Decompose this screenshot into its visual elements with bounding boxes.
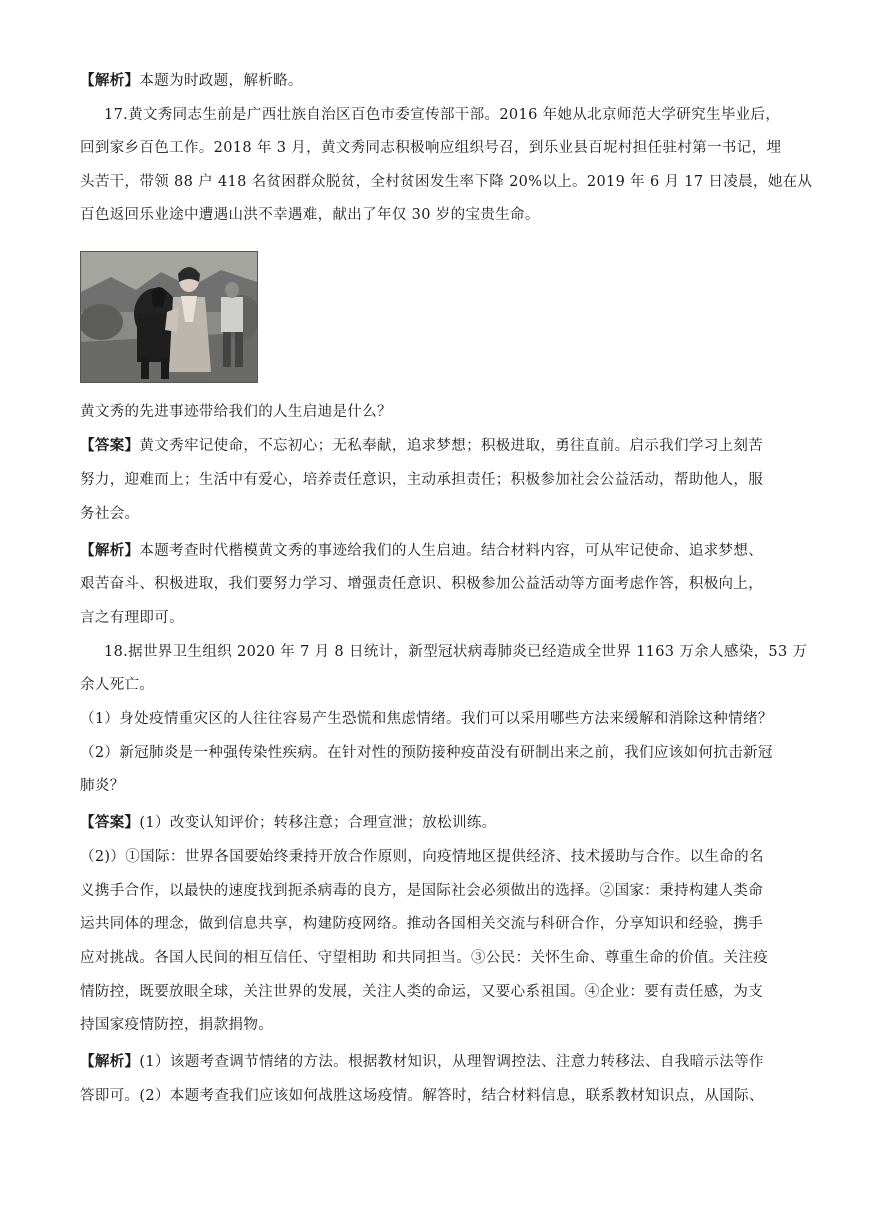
analysis-tag: 【解析】 — [80, 72, 140, 89]
line-text: 本题考查时代楷模黄文秀的事迹给我们的人生启迪。结合材料内容，可从牢记使命、追求梦想、 — [139, 543, 764, 559]
question-17-line: 百色返回乐业途中遭遇山洪不幸遇难，献出了年仅 30 岁的宝贵生命。 — [80, 207, 540, 223]
analysis-line — [80, 1052, 800, 1072]
analysis-line: 答即可。(2）本题考查我们应该如何战胜这场疫情。解答时，结合材料信息，联系教材知识点，从国际、 — [80, 1088, 764, 1104]
question-17-line: 回到家乡百色工作。2018 年 3 月，黄文秀同志积极响应组织号召，到乐业县百坭村担任驻村第一书记，埋 — [80, 140, 782, 156]
line-text: 黄文秀牢记使命，不忘初心；无私奉献，追求梦想；积极进取，勇往直前。启示我们学习上刻苦 — [139, 438, 764, 454]
question-18-line: 18.据世界卫生组织 2020 年 7 月 8 日统计，新型冠状病毒肺炎已经造成全世界 1163 万余人感染，53 万 — [104, 644, 808, 660]
answer-tag: 【答案】 — [80, 437, 140, 454]
analysis-line — [80, 541, 800, 561]
answer-line: 努力，迎难而上；生活中有爱心，培养责任意识，主动承担责任；积极参加社会公益活动，帮助他人，服 — [80, 472, 764, 488]
question-18-subquestion: （2）新冠肺炎是一种强传染性疾病。在针对性的预防接种疫苗没有研制出来之前，我们应该如何抗击新冠 — [80, 745, 773, 761]
line-text: (1）改变认知评价；转移注意；合理宣泄；放松训练。 — [139, 815, 497, 831]
question-18-subquestion: 肺炎？ — [80, 778, 125, 794]
analysis-line: 艰苦奋斗、积极进取，我们要努力学习、增强责任意识、积极参加公益活动等方面考虑作答，积极向上， — [80, 576, 764, 592]
question-prompt: 黄文秀的先进事迹带给我们的人生启迪是什么？ — [80, 404, 392, 420]
question-17-line: 头苦干，带领 88 户 418 名贫困群众脱贫，全村贫困发生率下降 20%以上。2019 年 6 月 17 日凌晨，她在从 — [80, 174, 813, 190]
answer-line — [80, 813, 800, 833]
analysis-line: 言之有理即可。 — [80, 610, 184, 626]
line-text: 本题为时政题，解析略。 — [139, 73, 303, 89]
question-18-line: 余人死亡。 — [80, 677, 155, 693]
answer-line: 情防控，既要放眼全球，关注世界的发展，关注人类的命运，又要心系祖国。④企业：要有责任感，为支 — [80, 984, 764, 1000]
answer-line: 务社会。 — [80, 506, 140, 522]
portrait-photo — [80, 251, 258, 383]
answer-line: 持国家疫情防控，捐款捐物。 — [80, 1017, 274, 1033]
answer-line: 应对挑战。各国人民间的相互信任、守望相助 和共同担当。③公民：关怀生命、尊重生命的价值。关注疫 — [80, 950, 769, 966]
analysis-line — [80, 71, 800, 91]
line-text: (1）该题考查调节情绪的方法。根据教材知识，从理智调控法、注意力转移法、自我暗示法等作 — [139, 1054, 764, 1070]
analysis-tag: 【解析】 — [80, 1053, 140, 1070]
answer-tag: 【答案】 — [80, 814, 140, 831]
answer-line: 运共同体的理念，做到信息共享，构建防疫网络。推动各国相关交流与科研合作，分享知识和经验，携手 — [80, 916, 764, 932]
answer-line: （2)）①国际：世界各国要始终秉持开放合作原则，向疫情地区提供经济、技术援助与合作。以生命的名 — [80, 849, 764, 865]
question-17-line: 17.黄文秀同志生前是广西壮族自治区百色市委宣传部干部。2016 年她从北京师范大学研究生毕业后， — [104, 107, 781, 123]
question-18-subquestion: （1）身处疫情重灾区的人往往容易产生恐慌和焦虑情绪。我们可以采用哪些方法来缓解和消除这种情绪？ — [80, 711, 773, 727]
answer-line: 义携手合作，以最快的速度找到扼杀病毒的良方，是国际社会必须做出的选择。②国家：秉持构建人类命 — [80, 883, 764, 899]
analysis-tag: 【解析】 — [80, 542, 140, 559]
answer-line — [80, 436, 800, 456]
